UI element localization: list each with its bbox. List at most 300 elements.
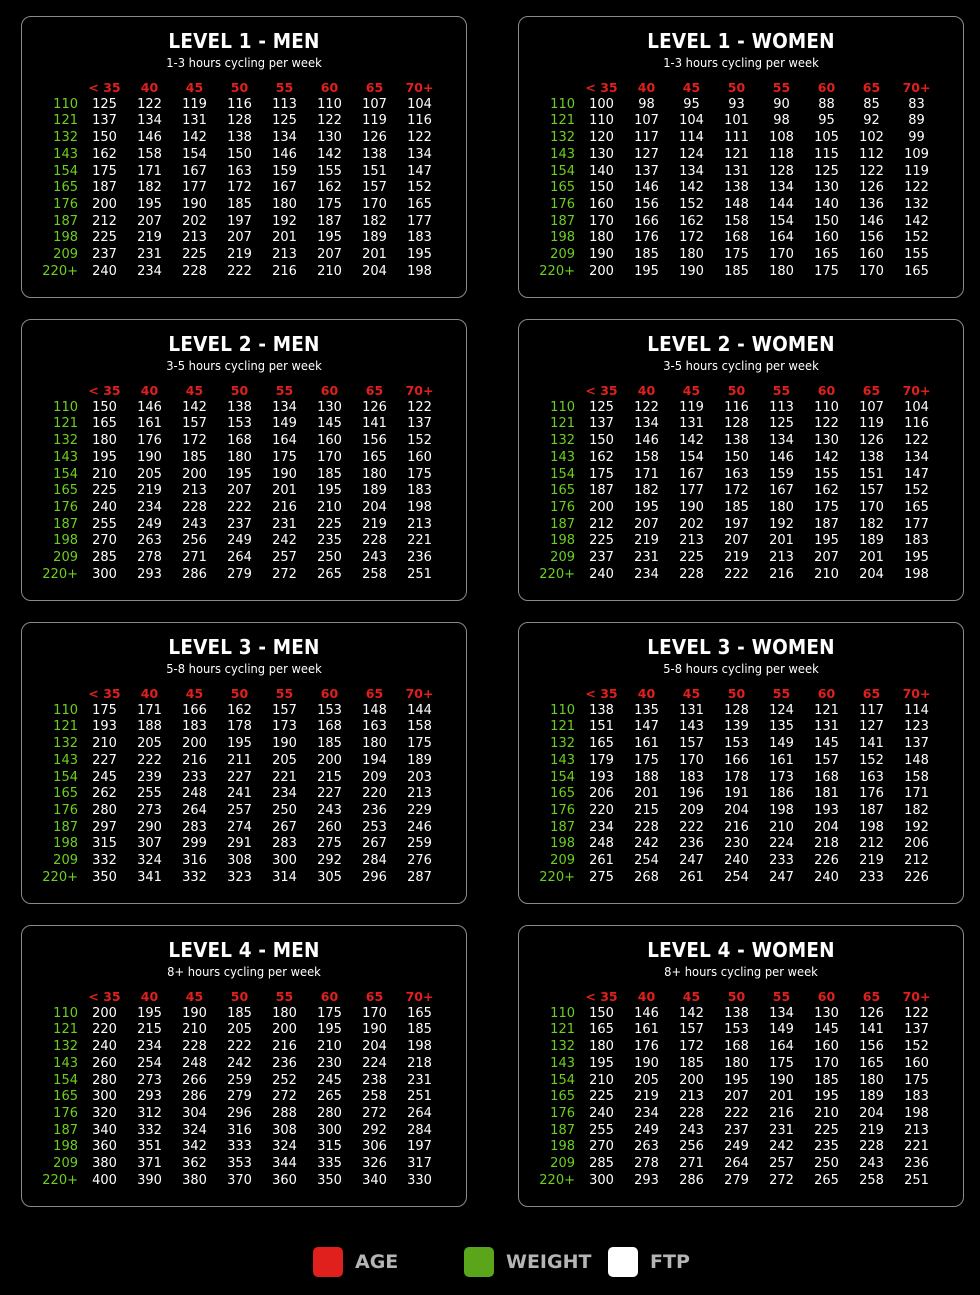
age-header: 50 — [727, 383, 746, 398]
table-corner — [42, 383, 82, 400]
ftp-value: 128 — [227, 113, 252, 129]
weight-label: 110 — [53, 399, 78, 415]
weight-label: 110 — [550, 399, 575, 415]
ftp-value: 145 — [317, 416, 342, 432]
ftp-value: 148 — [904, 752, 929, 768]
ftp-value: 292 — [362, 1122, 387, 1138]
ftp-value: 296 — [362, 869, 387, 885]
ftp-value: 180 — [769, 263, 794, 279]
ftp-value: 194 — [362, 752, 387, 768]
ftp-value: 168 — [317, 719, 342, 735]
ftp-value: 172 — [724, 483, 749, 499]
table-row — [42, 483, 442, 500]
ftp-value: 161 — [634, 736, 659, 752]
ftp-value: 213 — [904, 1122, 929, 1138]
ftp-value: 189 — [859, 533, 884, 549]
table-row — [539, 736, 939, 753]
ftp-value: 204 — [724, 802, 749, 818]
age-header: < 35 — [88, 686, 121, 701]
weight-label: 198 — [550, 836, 575, 852]
ftp-value: 219 — [362, 516, 387, 532]
ftp-value: 140 — [589, 163, 614, 179]
panel-subtitle: 8+ hours cycling per week — [167, 964, 321, 979]
ftp-value: 198 — [859, 819, 884, 835]
table-row — [539, 1173, 939, 1190]
table-row — [42, 400, 442, 417]
table-row — [42, 517, 442, 534]
ftp-panel — [21, 925, 467, 1207]
age-header: 50 — [230, 989, 249, 1004]
ftp-value: 153 — [724, 736, 749, 752]
ftp-value: 180 — [589, 230, 614, 246]
weight-label: 165 — [53, 1089, 78, 1105]
ftp-value: 248 — [182, 786, 207, 802]
ftp-value: 130 — [814, 1005, 839, 1021]
ftp-value: 300 — [589, 1172, 614, 1188]
ftp-value: 190 — [137, 449, 162, 465]
table-row — [539, 533, 939, 550]
weight-label: 220+ — [42, 1172, 78, 1188]
weight-label: 176 — [53, 196, 78, 212]
ftp-value: 148 — [362, 702, 387, 718]
ftp-value: 272 — [272, 1089, 297, 1105]
ftp-value: 216 — [272, 499, 297, 515]
ftp-value: 215 — [317, 769, 342, 785]
weight-label: 110 — [550, 96, 575, 112]
ftp-value: 271 — [182, 550, 207, 566]
ftp-value: 159 — [272, 163, 297, 179]
ftp-value: 197 — [407, 1139, 432, 1155]
ftp-value: 160 — [317, 433, 342, 449]
ftp-value: 272 — [362, 1105, 387, 1121]
ftp-value: 231 — [137, 247, 162, 263]
ftp-value: 138 — [724, 1005, 749, 1021]
ftp-value: 190 — [679, 263, 704, 279]
table-row — [42, 1173, 442, 1190]
ftp-value: 128 — [724, 702, 749, 718]
ftp-value: 222 — [679, 819, 704, 835]
ftp-value: 323 — [227, 869, 252, 885]
ftp-value: 332 — [137, 1122, 162, 1138]
ftp-value: 165 — [362, 449, 387, 465]
age-header: 70+ — [405, 686, 434, 701]
ftp-value: 105 — [814, 130, 839, 146]
ftp-value: 164 — [769, 230, 794, 246]
ftp-value: 256 — [182, 533, 207, 549]
ftp-value: 115 — [814, 146, 839, 162]
ftp-value: 225 — [182, 247, 207, 263]
ftp-value: 207 — [814, 550, 839, 566]
ftp-value: 180 — [679, 247, 704, 263]
ftp-value: 110 — [814, 399, 839, 415]
ftp-value: 116 — [227, 96, 252, 112]
ftp-value: 315 — [92, 836, 117, 852]
ftp-value: 137 — [92, 113, 117, 129]
ftp-value: 118 — [769, 146, 794, 162]
ftp-value: 158 — [904, 769, 929, 785]
ftp-value: 236 — [362, 802, 387, 818]
ftp-value: 243 — [362, 550, 387, 566]
ftp-value: 166 — [182, 702, 207, 718]
age-header: 45 — [185, 989, 204, 1004]
ftp-value: 185 — [634, 247, 659, 263]
ftp-value: 233 — [859, 869, 884, 885]
weight-label: 187 — [53, 819, 78, 835]
ftp-value: 242 — [227, 1055, 252, 1071]
age-header: 70+ — [902, 80, 931, 95]
age-header: < 35 — [88, 383, 121, 398]
ftp-value: 180 — [724, 1055, 749, 1071]
ftp-panel — [21, 319, 467, 601]
ftp-value: 237 — [724, 1122, 749, 1138]
ftp-value: 213 — [679, 1089, 704, 1105]
ftp-value: 205 — [227, 1022, 252, 1038]
ftp-value: 312 — [137, 1105, 162, 1121]
ftp-value: 138 — [589, 702, 614, 718]
ftp-value: 170 — [769, 247, 794, 263]
ftp-value: 305 — [317, 869, 342, 885]
table-row — [539, 264, 939, 281]
ftp-value: 177 — [182, 180, 207, 196]
table-corner — [539, 989, 579, 1006]
ftp-value: 257 — [227, 802, 252, 818]
ftp-value: 88 — [818, 96, 835, 112]
weight-label: 121 — [53, 416, 78, 432]
table-row — [42, 853, 442, 870]
ftp-value: 221 — [407, 533, 432, 549]
ftp-value: 225 — [92, 483, 117, 499]
table-row — [42, 500, 442, 517]
ftp-value: 283 — [272, 836, 297, 852]
ftp-value: 140 — [814, 196, 839, 212]
ftp-value: 164 — [769, 1039, 794, 1055]
ftp-value: 185 — [317, 736, 342, 752]
age-header-row — [42, 686, 442, 703]
ftp-value: 135 — [769, 719, 794, 735]
ftp-value: 195 — [317, 1022, 342, 1038]
age-header: 55 — [275, 686, 294, 701]
ftp-value: 299 — [182, 836, 207, 852]
ftp-value: 182 — [904, 802, 929, 818]
ftp-value: 138 — [724, 180, 749, 196]
ftp-value: 273 — [137, 802, 162, 818]
ftp-value: 157 — [362, 180, 387, 196]
table-row — [539, 1022, 939, 1039]
weight-label: 209 — [53, 853, 78, 869]
ftp-value: 121 — [724, 146, 749, 162]
ftp-value: 195 — [634, 263, 659, 279]
ftp-value: 332 — [182, 869, 207, 885]
age-header-row — [539, 989, 939, 1006]
ftp-value: 151 — [589, 719, 614, 735]
ftp-value: 261 — [589, 853, 614, 869]
ftp-value: 134 — [137, 113, 162, 129]
ftp-value: 265 — [814, 1172, 839, 1188]
ftp-value: 251 — [904, 1172, 929, 1188]
table-row — [539, 1039, 939, 1056]
ftp-value: 197 — [724, 516, 749, 532]
ftp-value: 201 — [769, 533, 794, 549]
table-row — [42, 803, 442, 820]
age-header: 40 — [637, 80, 656, 95]
ftp-value: 89 — [908, 113, 925, 129]
ftp-value: 315 — [317, 1139, 342, 1155]
ftp-value: 131 — [182, 113, 207, 129]
ftp-value: 147 — [634, 719, 659, 735]
ftp-value: 215 — [137, 1022, 162, 1038]
ftp-value: 257 — [769, 1156, 794, 1172]
ftp-value: 113 — [769, 399, 794, 415]
ftp-value: 195 — [137, 1005, 162, 1021]
table-row — [42, 450, 442, 467]
age-header: 55 — [772, 383, 791, 398]
ftp-value: 267 — [272, 819, 297, 835]
table-row — [539, 1156, 939, 1173]
ftp-value: 146 — [272, 146, 297, 162]
ftp-value: 122 — [904, 433, 929, 449]
ftp-value: 134 — [769, 1005, 794, 1021]
ftp-value: 189 — [859, 1089, 884, 1105]
table-row — [539, 433, 939, 450]
ftp-value: 175 — [769, 1055, 794, 1071]
ftp-value: 100 — [589, 96, 614, 112]
ftp-value: 237 — [589, 550, 614, 566]
ftp-value: 165 — [407, 196, 432, 212]
ftp-value: 155 — [904, 247, 929, 263]
ftp-value: 332 — [92, 853, 117, 869]
age-header: 45 — [682, 383, 701, 398]
age-header: 40 — [637, 989, 656, 1004]
ftp-value: 150 — [589, 180, 614, 196]
weight-label: 165 — [53, 483, 78, 499]
ftp-value: 143 — [679, 719, 704, 735]
weight-label: 132 — [53, 433, 78, 449]
ftp-value: 113 — [272, 96, 297, 112]
ftp-value: 308 — [272, 1122, 297, 1138]
ftp-value: 213 — [679, 533, 704, 549]
weight-label: 198 — [550, 230, 575, 246]
ftp-value: 142 — [904, 213, 929, 229]
ftp-value: 273 — [137, 1072, 162, 1088]
ftp-value: 146 — [137, 130, 162, 146]
ftp-value: 192 — [272, 213, 297, 229]
ftp-value: 213 — [769, 550, 794, 566]
ftp-value: 316 — [182, 853, 207, 869]
ftp-value: 93 — [728, 96, 745, 112]
ftp-value: 128 — [769, 163, 794, 179]
table-row — [42, 736, 442, 753]
ftp-value: 119 — [859, 416, 884, 432]
weight-color-swatch — [464, 1247, 494, 1277]
table-row — [42, 550, 442, 567]
ftp-value: 290 — [137, 819, 162, 835]
weight-label: 176 — [53, 1105, 78, 1121]
ftp-value: 134 — [634, 416, 659, 432]
ftp-value: 200 — [182, 736, 207, 752]
ftp-value: 201 — [859, 550, 884, 566]
ftp-value: 205 — [137, 466, 162, 482]
ftp-value: 141 — [859, 736, 884, 752]
ftp-value: 207 — [227, 483, 252, 499]
ftp-value: 259 — [407, 836, 432, 852]
ftp-value: 317 — [407, 1156, 432, 1172]
ftp-value: 198 — [407, 499, 432, 515]
ftp-value: 175 — [317, 196, 342, 212]
ftp-value: 122 — [634, 399, 659, 415]
ftp-value: 205 — [272, 752, 297, 768]
ftp-value: 200 — [679, 1072, 704, 1088]
ftp-value: 185 — [227, 196, 252, 212]
ftp-value: 134 — [679, 163, 704, 179]
ftp-value: 163 — [227, 163, 252, 179]
table-row — [539, 450, 939, 467]
ftp-value: 252 — [272, 1072, 297, 1088]
ftp-value: 107 — [362, 96, 387, 112]
ftp-value: 350 — [317, 1172, 342, 1188]
table-row — [42, 1006, 442, 1023]
ftp-value: 242 — [272, 533, 297, 549]
ftp-value: 187 — [589, 483, 614, 499]
ftp-value: 259 — [227, 1072, 252, 1088]
ftp-value: 160 — [904, 1055, 929, 1071]
table-row — [539, 1139, 939, 1156]
ftp-value: 213 — [272, 247, 297, 263]
table-row — [42, 703, 442, 720]
ftp-value: 224 — [362, 1055, 387, 1071]
ftp-value: 90 — [773, 96, 790, 112]
ftp-value: 138 — [859, 449, 884, 465]
ftp-value: 180 — [272, 196, 297, 212]
ftp-value: 110 — [589, 113, 614, 129]
ftp-value: 165 — [92, 416, 117, 432]
ftp-value: 201 — [769, 1089, 794, 1105]
ftp-value: 240 — [92, 1039, 117, 1055]
weight-label: 143 — [53, 146, 78, 162]
weight-label: 209 — [550, 853, 575, 869]
ftp-value: 186 — [769, 786, 794, 802]
ftp-value: 155 — [814, 466, 839, 482]
weight-label: 132 — [53, 1039, 78, 1055]
table-corner — [42, 686, 82, 703]
weight-label: 176 — [53, 499, 78, 515]
ftp-value: 163 — [724, 466, 749, 482]
ftp-value: 185 — [724, 263, 749, 279]
panel-title: LEVEL 2 - MEN — [168, 332, 320, 356]
ftp-value: 210 — [317, 1039, 342, 1055]
weight-label: 198 — [53, 533, 78, 549]
ftp-value: 167 — [182, 163, 207, 179]
table-row — [42, 1139, 442, 1156]
ftp-value: 122 — [904, 1005, 929, 1021]
ftp-value: 162 — [814, 483, 839, 499]
ftp-value: 98 — [638, 96, 655, 112]
weight-label: 198 — [53, 230, 78, 246]
ftp-value: 195 — [904, 550, 929, 566]
ftp-value: 263 — [634, 1139, 659, 1155]
ftp-value: 126 — [362, 399, 387, 415]
table-row — [42, 1156, 442, 1173]
ftp-table — [539, 686, 939, 886]
ftp-value: 163 — [362, 719, 387, 735]
table-row — [539, 820, 939, 837]
ftp-value: 198 — [904, 566, 929, 582]
ftp-value: 176 — [634, 1039, 659, 1055]
ftp-value: 228 — [182, 263, 207, 279]
table-row — [42, 1039, 442, 1056]
ftp-value: 149 — [769, 1022, 794, 1038]
ftp-value: 146 — [859, 213, 884, 229]
ftp-value: 247 — [769, 869, 794, 885]
ftp-value: 165 — [859, 1055, 884, 1071]
age-header: 60 — [817, 80, 836, 95]
age-header: 40 — [637, 686, 656, 701]
ftp-value: 204 — [362, 499, 387, 515]
ftp-value: 326 — [362, 1156, 387, 1172]
ftp-value: 125 — [769, 416, 794, 432]
ftp-value: 234 — [272, 786, 297, 802]
ftp-value: 158 — [724, 213, 749, 229]
ftp-value: 119 — [679, 399, 704, 415]
ftp-value: 130 — [589, 146, 614, 162]
age-header: 60 — [320, 989, 339, 1004]
ftp-value: 172 — [679, 1039, 704, 1055]
ftp-value: 156 — [859, 1039, 884, 1055]
ftp-value: 240 — [92, 263, 117, 279]
weight-label: 220+ — [539, 869, 575, 885]
ftp-value: 183 — [182, 719, 207, 735]
ftp-value: 249 — [724, 1139, 749, 1155]
ftp-value: 245 — [317, 1072, 342, 1088]
ftp-value: 210 — [769, 819, 794, 835]
ftp-value: 168 — [814, 769, 839, 785]
ftp-value: 216 — [182, 752, 207, 768]
weight-label: 165 — [53, 180, 78, 196]
table-row — [539, 870, 939, 887]
table-row — [42, 1073, 442, 1090]
ftp-value: 200 — [272, 1022, 297, 1038]
ftp-value: 151 — [859, 466, 884, 482]
weight-label: 209 — [53, 1156, 78, 1172]
ftp-value: 219 — [634, 1089, 659, 1105]
weight-label: 143 — [550, 146, 575, 162]
ftp-value: 213 — [182, 483, 207, 499]
weight-label: 187 — [53, 1122, 78, 1138]
ftp-value: 333 — [227, 1139, 252, 1155]
ftp-value: 175 — [814, 263, 839, 279]
ftp-value: 250 — [317, 550, 342, 566]
age-header: 60 — [320, 80, 339, 95]
ftp-value: 185 — [182, 449, 207, 465]
ftp-value: 146 — [137, 399, 162, 415]
ftp-value: 183 — [407, 230, 432, 246]
ftp-value: 191 — [724, 786, 749, 802]
weight-label: 132 — [550, 736, 575, 752]
panel-title: LEVEL 4 - MEN — [168, 938, 320, 962]
ftp-value: 170 — [859, 263, 884, 279]
ftp-value: 228 — [859, 1139, 884, 1155]
ftp-value: 210 — [182, 1022, 207, 1038]
table-row — [539, 130, 939, 147]
ftp-table — [42, 383, 442, 583]
ftp-value: 175 — [724, 247, 749, 263]
ftp-value: 171 — [634, 466, 659, 482]
age-color-swatch — [313, 1247, 343, 1277]
ftp-value: 157 — [679, 1022, 704, 1038]
ftp-value: 227 — [227, 769, 252, 785]
ftp-value: 171 — [137, 163, 162, 179]
ftp-value: 221 — [272, 769, 297, 785]
ftp-value: 116 — [407, 113, 432, 129]
